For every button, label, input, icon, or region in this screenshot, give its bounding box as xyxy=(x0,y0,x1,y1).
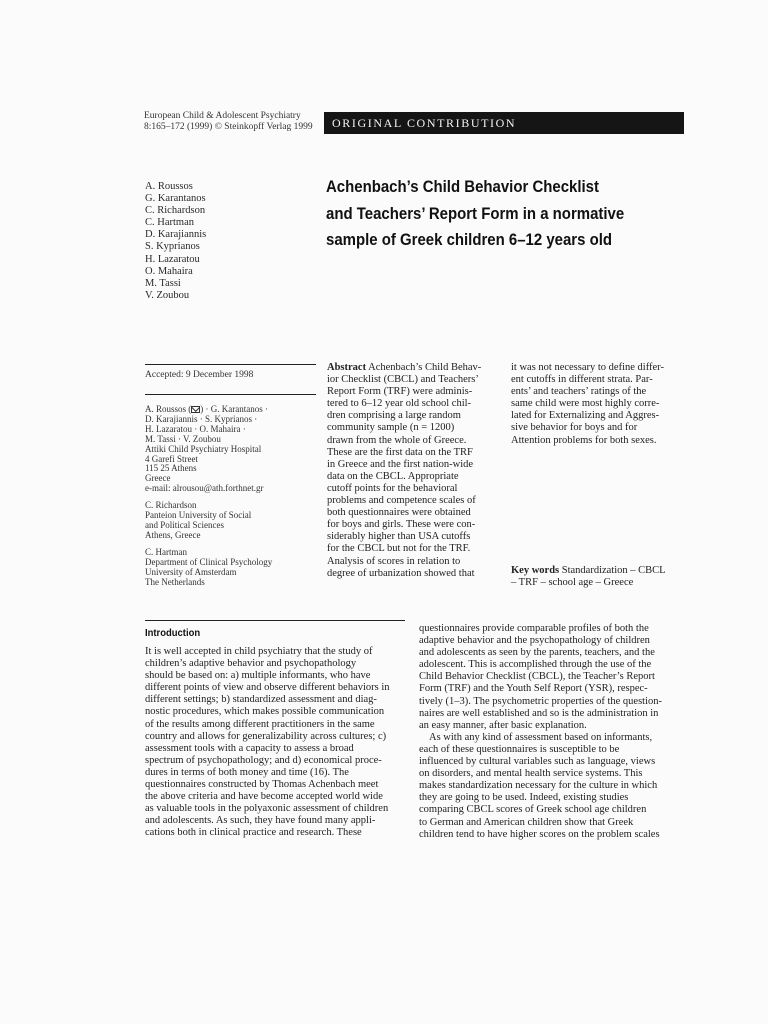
abstract-line: same child were most highly corre- xyxy=(511,398,660,410)
abstract-column-2 xyxy=(511,362,664,447)
body-line: influenced by cultural variables such as language, views xyxy=(419,756,656,768)
abstract-line: both questionnaires were obtained xyxy=(327,507,471,519)
body-line: country and allows for generalizability across cultures; c) xyxy=(145,730,387,742)
address-line: H. Lazaratou · O. Mahaira · xyxy=(145,423,246,434)
body-line: dures in terms of both money and time (16). The xyxy=(145,766,349,778)
address-line: University of Amsterdam xyxy=(145,566,237,577)
abstract-line: for the CBCL but not for the TRF. xyxy=(327,543,471,555)
abstract-line: degree of urbanization showed that xyxy=(327,567,475,579)
body-line: makes standardization necessary for the culture in which xyxy=(419,780,658,792)
abstract-line: cutoff points for the behavioral xyxy=(327,482,458,494)
correspondence-authors: A. Roussos ( ) · G. Karantanos · xyxy=(145,404,268,414)
correspondence-block xyxy=(145,405,315,594)
address-line: 4 Garefi Street xyxy=(145,453,198,464)
abstract-line: drawn from the whole of Greece. xyxy=(327,434,467,446)
author-name: M. Tassi xyxy=(145,277,181,289)
divider-rule xyxy=(145,620,405,621)
address-line: Attiki Child Psychiatry Hospital xyxy=(145,443,262,454)
body-line: Form (TRF) and the Youth Self Report (YSR), respec- xyxy=(419,683,648,695)
abstract-label: Abstract xyxy=(327,362,367,373)
abstract-line: These are the first data on the TRF xyxy=(327,446,473,458)
keywords-label: Key words xyxy=(511,565,560,576)
body-line: to German and American children show that Greek xyxy=(419,816,634,828)
abstract-line: siderably higher than USA cutoffs xyxy=(327,531,471,543)
body-line: and adolescents. As such, they have found many appli- xyxy=(145,815,376,827)
body-line: of the results among different practitioners in the same xyxy=(145,718,375,730)
body-line: spectrum of psychopathology; and d) economical proce- xyxy=(145,754,382,766)
abstract-line: data on the CBCL. Appropriate xyxy=(327,470,459,482)
abstract-line: dren comprising a large random xyxy=(327,410,461,422)
introduction-column-1 xyxy=(145,646,405,840)
address-line: C. Hartman xyxy=(145,546,187,557)
address-line: and Political Sciences xyxy=(145,519,224,530)
title-line: sample of Greek children 6–12 years old xyxy=(326,230,613,249)
address-line: D. Karajiannis · S. Kyprianos · xyxy=(145,413,258,424)
accepted-date: Accepted: 9 December 1998 xyxy=(145,370,254,380)
author-name: C. Hartman xyxy=(145,217,194,229)
title-line: and Teachers’ Report Form in a normative xyxy=(326,203,625,223)
divider-rule xyxy=(145,394,316,395)
address-line: Department of Clinical Psychology xyxy=(145,556,273,567)
abstract-line: ents’ and teachers’ ratings of the xyxy=(511,386,647,398)
body-line: different settings; b) standardized assessment and diag- xyxy=(145,694,377,706)
abstract-line: for boys and girls. These were con- xyxy=(327,519,476,531)
address-line: Panteion University of Social xyxy=(145,510,252,521)
introduction-column-2 xyxy=(419,623,684,841)
body-line: each of these questionnaires is susceptible to be xyxy=(419,743,620,755)
body-line: naires are well established and so is the administration in xyxy=(419,707,659,719)
abstract-line: sive behavior for boys and for xyxy=(511,422,638,434)
body-line: nostic procedures, which makes possible communication xyxy=(145,706,385,718)
abstract-line: Analysis of scores in relation to xyxy=(327,555,461,567)
keywords-line: – TRF – school age – Greece xyxy=(511,577,634,589)
author-name: A. Roussos xyxy=(145,181,193,192)
author-name: O. Mahaira xyxy=(145,265,193,277)
abstract-line: it was not necessary to define differ- xyxy=(511,362,664,373)
body-line: an easy manner, after basic explanation. xyxy=(419,719,587,731)
body-line: children tend to have higher scores on the problem scales xyxy=(419,828,660,840)
body-line: different points of view and observe different behaviors in xyxy=(145,682,390,694)
body-line: questionnaires provide comparable profiles of both the xyxy=(419,623,649,634)
abstract-line: community sample (n = 1200) xyxy=(327,422,455,434)
article-title xyxy=(326,174,660,254)
author-name: C. Richardson xyxy=(145,205,206,217)
keywords-line: Key words Standardization – CBCL xyxy=(511,565,666,576)
author-name: H. Lazaratou xyxy=(145,253,200,265)
journal-citation xyxy=(144,111,314,133)
body-line: assessment tools with a capacity to assess a broad xyxy=(145,742,354,754)
body-line: and adolescents as seen by the parents, teachers, and the xyxy=(419,647,655,659)
affiliation-richardson xyxy=(145,501,315,541)
abstract-line: tered to 6–12 year old school chil- xyxy=(327,398,472,410)
abstract-line: ior Checklist (CBCL) and Teachers’ xyxy=(327,374,479,386)
address-line: C. Richardson xyxy=(145,500,197,511)
body-line: they are going to be used. Indeed, existing studies xyxy=(419,792,629,804)
email-line: e-mail: alrousou@ath.forthnet.gr xyxy=(145,483,264,494)
address-line: Athens, Greece xyxy=(145,529,201,540)
body-line: should be based on: a) multiple informants, who have xyxy=(145,670,371,682)
body-line: It is well accepted in child psychiatry that the study of xyxy=(145,646,373,657)
affiliation-hartman xyxy=(145,548,315,588)
body-line: As with any kind of assessment based on informants, xyxy=(429,731,653,743)
body-line: tively (1–3). The psychometric properties of the question- xyxy=(419,695,662,707)
address-line: 115 25 Athens xyxy=(145,463,197,474)
body-line: as valuable tools in the polyaxonic assessment of children xyxy=(145,803,389,815)
envelope-icon xyxy=(191,406,200,413)
author-name: S. Kyprianos xyxy=(145,241,200,253)
article-type-banner: ORIGINAL CONTRIBUTION xyxy=(324,112,684,134)
body-line: on disorders, and mental health service systems. This xyxy=(419,768,643,780)
body-line: cations both in clinical practice and research. These xyxy=(145,827,362,839)
body-line: adolescent. This is accomplished through the use of the xyxy=(419,659,652,671)
body-line: Child Behavior Checklist (CBCL), the Teacher’s Report xyxy=(419,671,655,683)
abstract-line: Report Form (TRF) were adminis- xyxy=(327,386,473,398)
abstract-column-1 xyxy=(327,362,481,580)
body-line: the above criteria and have become accepted world wide xyxy=(145,791,383,803)
body-line: questionnaires constructed by Thomas Achenbach meet xyxy=(145,779,379,791)
body-line: adaptive behavior and the psychopathology of children xyxy=(419,635,650,647)
title-line: Achenbach’s Child Behavior Checklist xyxy=(326,177,599,196)
journal-name: European Child & Adolescent Psychiatry xyxy=(144,111,301,121)
abstract-line: Attention problems for both sexes. xyxy=(511,434,657,446)
abstract-line: lated for Externalizing and Aggres- xyxy=(511,410,660,422)
section-heading: Introduction xyxy=(145,627,201,639)
abstract-line: ent cutoffs in different strata. Par- xyxy=(511,374,653,386)
address-line: Greece xyxy=(145,473,171,484)
author-list xyxy=(145,181,295,302)
author-name: D. Karajiannis xyxy=(145,229,207,241)
body-line: children’s adaptive behavior and psychopathology xyxy=(145,658,357,670)
abstract-first-line: Abstract Achenbach’s Child Behav- xyxy=(327,362,482,373)
divider-rule xyxy=(145,364,316,365)
address-line: M. Tassi · V. Zoubou xyxy=(145,433,221,444)
abstract-line: problems and competence scales of xyxy=(327,495,476,507)
keywords xyxy=(511,565,666,589)
abstract-line: in Greece and the first nation-wide xyxy=(327,458,474,470)
correspondence-address xyxy=(145,405,315,494)
author-name: V. Zoubou xyxy=(145,289,190,301)
author-name: G. Karantanos xyxy=(145,193,206,205)
journal-volume: 8:165–172 (1999) © Steinkopff Verlag 1999 xyxy=(144,122,313,132)
body-line: comparing CBCL scores of Greek school age children xyxy=(419,804,647,816)
address-line: The Netherlands xyxy=(145,576,205,587)
